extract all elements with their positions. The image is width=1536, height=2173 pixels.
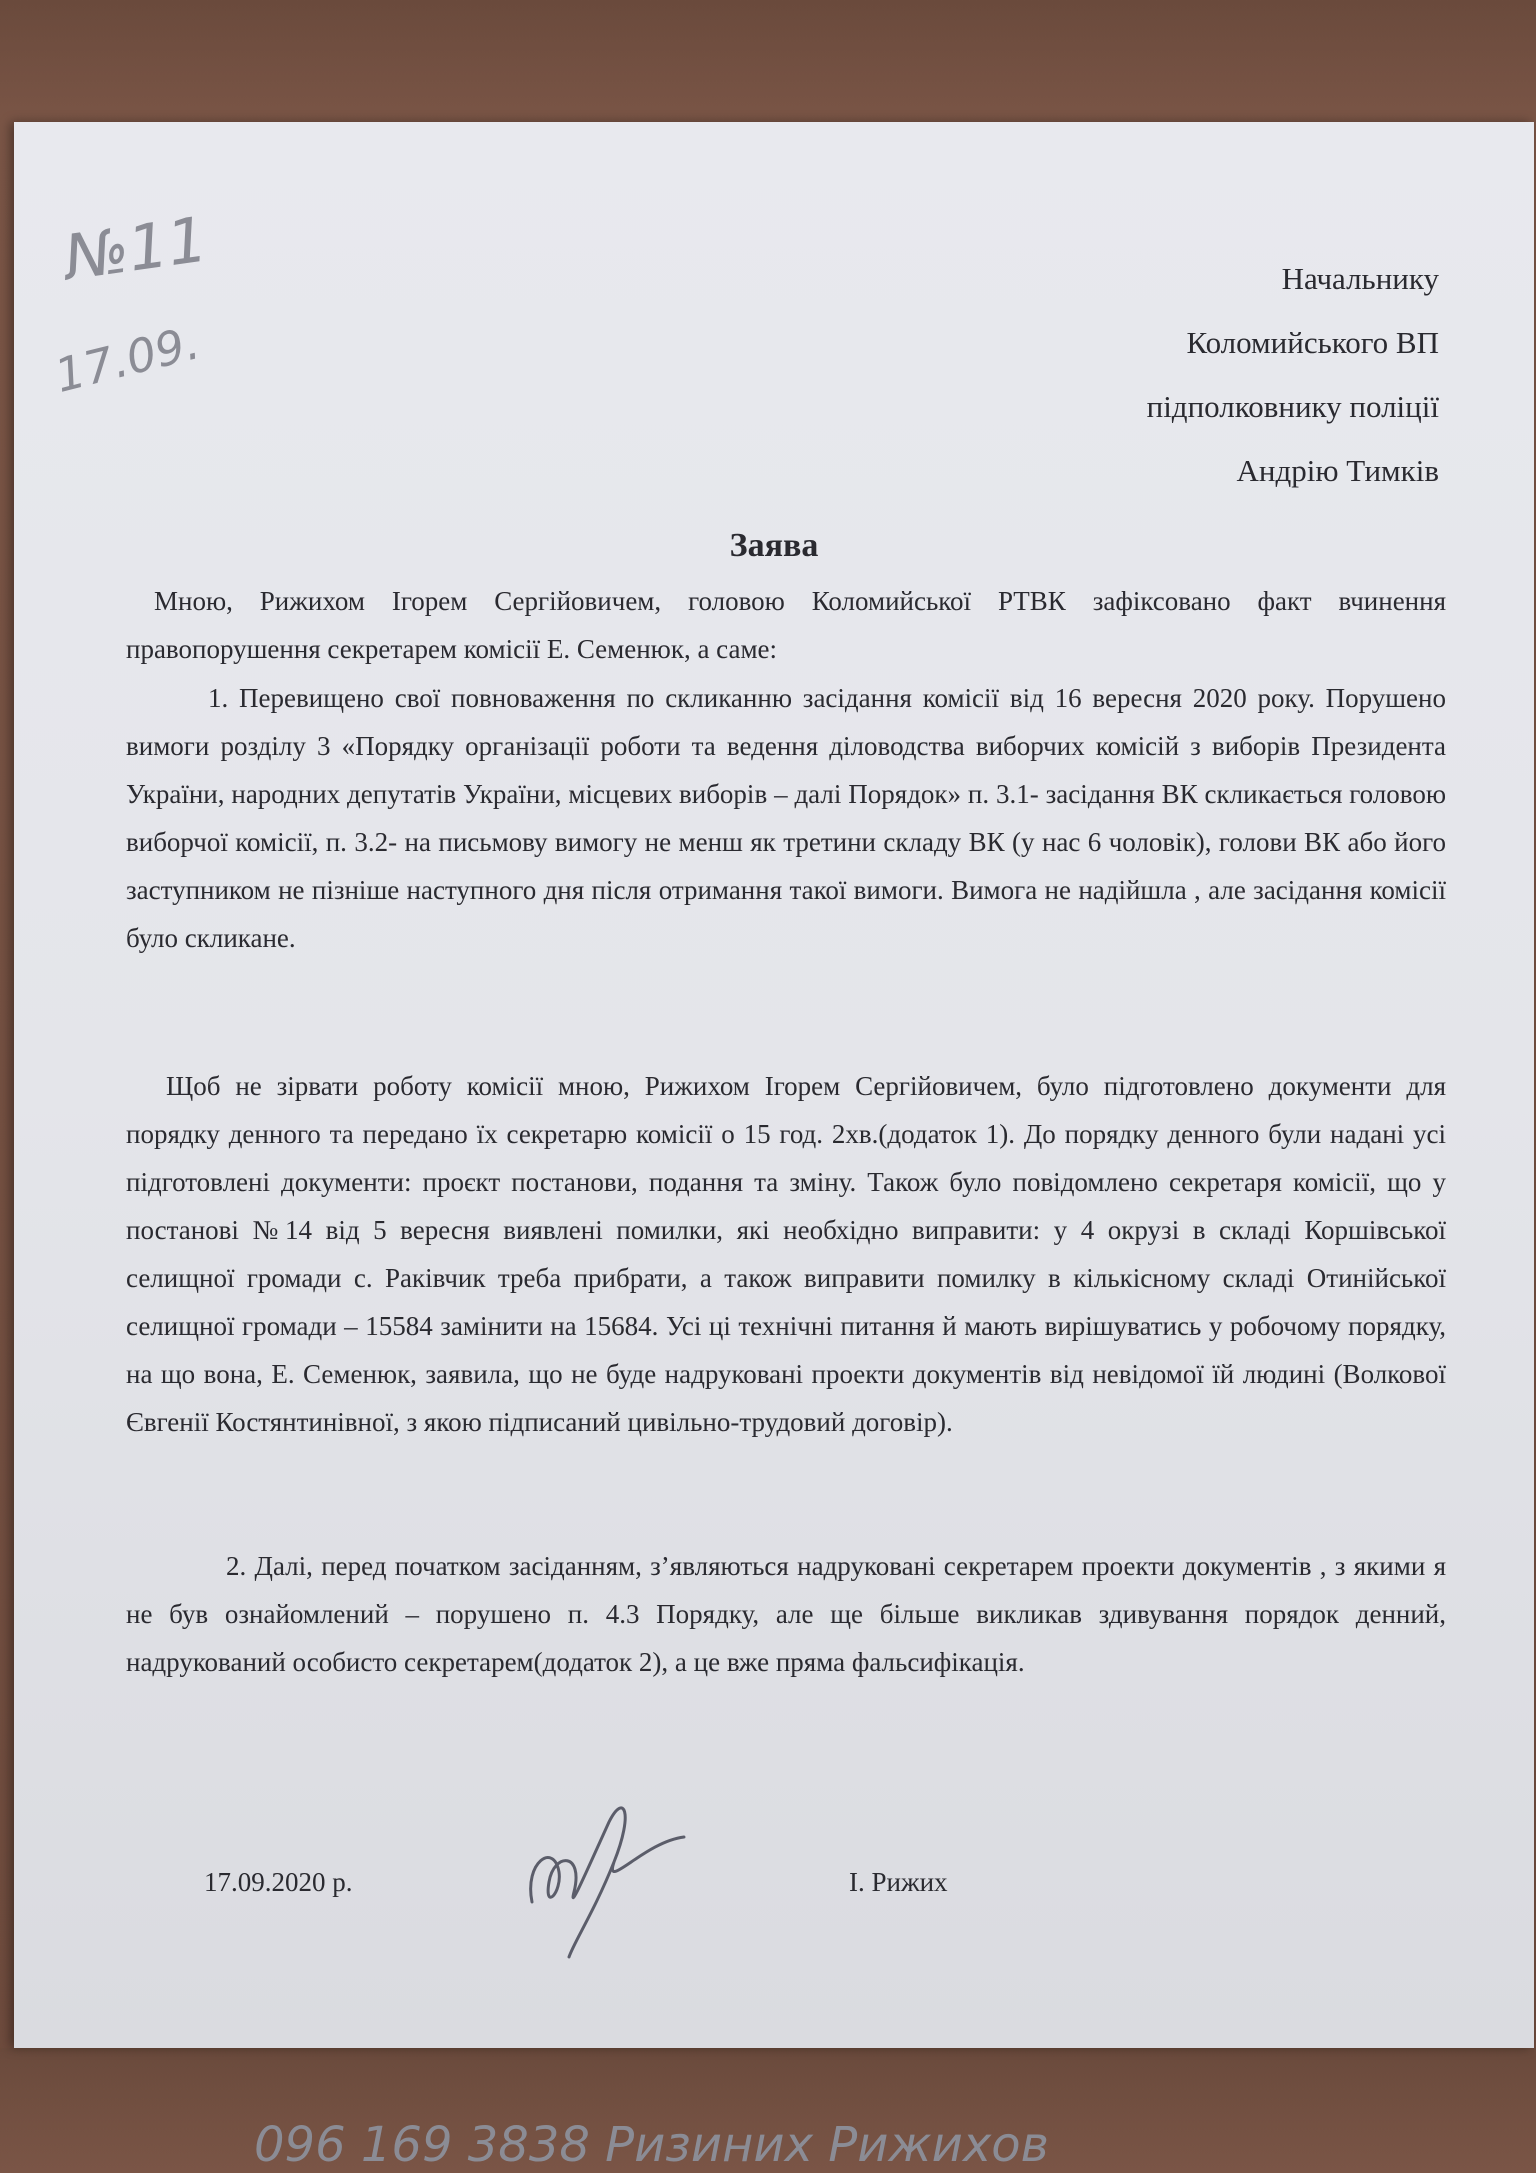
document-page: [14, 122, 1534, 2173]
addressee-line: підполковнику поліції: [1146, 389, 1439, 424]
signer-name: І. Рижих: [849, 1867, 948, 1897]
handwritten-footer: 096 169 3838 Ризиних Рижихов: [254, 2117, 1049, 2173]
addressee-line: Коломийського ВП: [1186, 325, 1439, 360]
paragraph-item-1: 1. Перевищено свої повноваження по скликанню засідання комісії від 16 вересня 2020 року. Порушено вимоги розділу 3 «Порядку організації роботи та ведення діловодства виборчих комісій з виборів Президента України, народних депутатів України, місцевих виборів – далі Порядок» п. 3.1- засідання ВК скликається головою виборчої комісії, п. 3.2- на письмову вимогу не менш як третини складу ВК (у нас 6 чоловік), голови ВК або його заступником не пізніше наступного дня після отримання такої вимоги. Вимога не надійшла , але засідання комісії було скликане.: [126, 683, 1446, 953]
handwritten-number: №11: [59, 202, 212, 295]
paragraph-item-2: 2. Далі, перед початком засіданням, з’являються надруковані секретарем проекти документів , з якими я не був ознайомлений – порушено п. 4.3 Порядку, але ще більше викликав здивування порядок денний, надрукований особисто секретарем(додаток 2), а це вже пряма фальсифікація.: [126, 1551, 1446, 1677]
addressee-block: [1147, 247, 1439, 503]
signature-image: [514, 1782, 714, 1962]
paragraph-details: Щоб не зірвати роботу комісії мною, Рижихом Ігорем Сергійовичем, було підготовлено документи для порядку денного та передано їх секретарю комісії о 15 год. 2хв.(додаток 1). До порядку денного були надані усі підготовлені документи: проєкт постанови, подання та зміну. Також було повідомлено секретаря комісії, що у постанові №14 від 5 вересня виявлені помилки, які необхідно виправити: у 4 окрузі в складі Коршівської селищної громади с. Раківчик треба прибрати, а також виправити помилку в кількісному складі Отинійської селищної громади – 15584 замінити на 15684. Усі ці технічні питання й мають вирішуватись у робочому порядку, на що вона, Е. Семенюк, заявила, що не буде надруковані проекти документів від невідомої їй людині (Волкової Євгенії Костянтинівної, з якою підписаний цивільно-трудовий договір).: [126, 1071, 1446, 1437]
document-date: 17.09.2020 р.: [204, 1867, 353, 1897]
addressee-line: Андрію Тимків: [1236, 453, 1439, 488]
paragraph-intro: Мною, Рижихом Ігорем Сергійовичем, головою Коломийської РТВК зафіксовано факт вчинення правопорушення секретарем комісії Е. Семенюк, а саме:: [126, 586, 1446, 664]
handwritten-date: 17.09.: [49, 315, 205, 403]
document-title: Заява: [729, 527, 819, 564]
addressee-line: Начальнику: [1281, 261, 1439, 296]
